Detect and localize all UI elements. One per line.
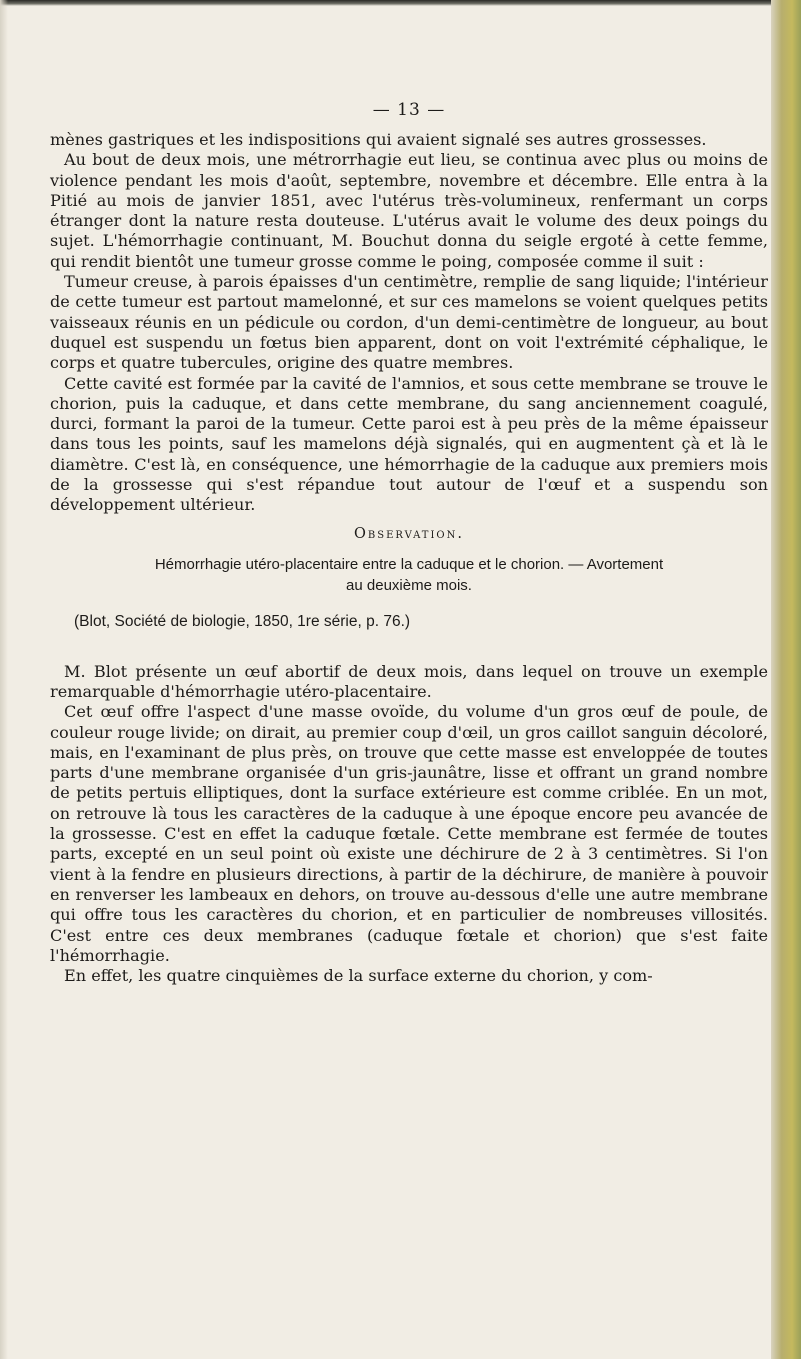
scan-top-edge: [0, 0, 801, 6]
paragraph: En effet, les quatre cinquièmes de la surface externe du chorion, y com-: [64, 966, 653, 986]
paragraph: Cette cavité est formée par la cavité de l'amnios, et sous cette membrane se trouve le chorion, puis la caduque, et dans cette membrane, du sang anciennement coagulé, durci, formant la paroi de la tumeur. Cette paroi est à peu près de la même épaisseur dans tous les points, sauf les mamelons déjà signalés, qui en augmentent çà et là le diamètre. C'est là, en conséquence, une hémorrhagie de la caduque aux premiers mois de la grossesse qui s'est répandue tout autour de l'œuf et a suspendu son développement ultérieur.: [50, 373, 768, 515]
book-edge-strip: [771, 0, 801, 1359]
observation-summary: [50, 554, 768, 596]
paragraph: Au bout de deux mois, une métrorrhagie eut lieu, se continua avec plus ou moins de violence pendant les mois d'août, septembre, novembre et décembre. Elle entra à la Pitié au mois de janvier 1851, avec l'utérus très-volumineux, renfermant un corps étranger dont la nature resta douteuse. L'utérus avait le volume des deux poings du sujet. L'hémorrhagie continuant, M. Bouchut donna du seigle ergoté à cette femme, qui rendit bientôt une tumeur grosse comme le poing, composée comme il suit :: [50, 150, 768, 271]
scan-left-edge: [0, 0, 8, 1359]
citation: (Blot, Société de biologie, 1850, 1re série, p. 76.): [74, 612, 411, 630]
page-number: — 13 —: [372, 100, 446, 120]
paragraph: Cet œuf offre l'aspect d'une masse ovoïde, du volume d'un gros œuf de poule, de couleur rouge livide; on dirait, au premier coup d'œil, un gros caillot sanguin décoloré, mais, en l'examinant de plus près, on trouve que cette masse est enveloppée de toutes parts d'une membrane organisée d'un gris-jaunâtre, lisse et offrant un grand nombre de petits pertuis elliptiques, dont la surface extérieure est comme criblée. En un mot, on retrouve là tous les caractères de la caduque à une époque encore peu avancée de la grossesse. C'est en effet la caduque fœtale. Cette membrane est fermée de toutes parts, excepté en un seul point où existe une déchirure de 2 à 3 centimètres. Si l'on vient à la fendre en plusieurs directions, à partir de la déchirure, de manière à pouvoir en renverser les lambeaux en dehors, on trouve au-dessous d'elle une autre membrane qui offre tous les caractères du chorion, et en particulier de nombreuses villosités. C'est entre ces deux membranes (caduque fœtale et chorion) que s'est faite l'hémorrhagie.: [50, 702, 768, 965]
paragraph: M. Blot présente un œuf abortif de deux mois, dans lequel on trouve un exemple remarquable d'hémorrhagie utéro-placentaire.: [50, 661, 768, 701]
paragraph: mènes gastriques et les indispositions qui avaient signalé ses autres grossesses.: [50, 130, 707, 149]
page-text: [50, 130, 768, 986]
summary-line: Hémorrhagie utéro-placentaire entre la caduque et le chorion. — Avortement: [154, 555, 664, 573]
paragraph: Tumeur creuse, à parois épaisses d'un centimètre, remplie de sang liquide; l'intérieur de cette tumeur est partout mamelonné, et sur ces mamelons se voient quelques petits vaisseaux réunis en un pédicule ou cordon, d'un demi-centimètre de longueur, au bout duquel est suspendu un fœtus bien apparent, dont on voit l'extrémité céphalique, le corps et quatre tubercules, origine des quatre membres.: [50, 272, 768, 373]
summary-line: au deuxième mois.: [346, 576, 472, 594]
observation-heading: Observation.: [354, 525, 464, 542]
